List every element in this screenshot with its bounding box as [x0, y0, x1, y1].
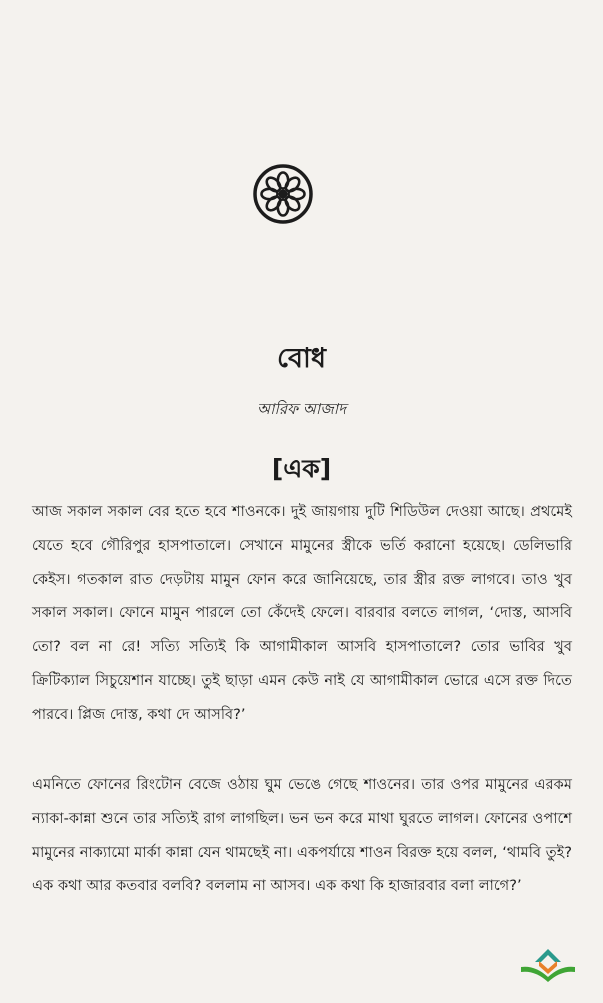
chapter-heading: [এক] [271, 454, 332, 483]
publisher-logo-icon [517, 945, 579, 985]
paragraph-1: আজ সকাল সকাল বের হতে হবে শাওনকে। দুই জায়গায় দুটি শিডিউল দেওয়া আছে। প্রথমেই যেতে হবে গৌরিপুর হাসপাতালে। সেখানে মামুনের স্ত্রীকে ভর্তি করানো হয়েছে। ডেলিভারি কেইস। গতকাল রাত দেড়টায় মামুন ফোন করে জানিয়েছে, তার স্ত্রীর রক্ত লাগবে। তাও খুব সকাল সকাল। ফোনে মামুন পারলে তো কেঁদেই ফেলে। বারবার বলতে লাগল, ‘দোস্ত, আসবি তো? বল না রে! সত্যি সত্যিই কি আগামীকাল আসবি হাসপাতালে? তোর ভাবির খুব ক্রিটিক্যাল সিচুয়েশান যাচ্ছে। তুই ছাড়া এমন কেউ নাই যে আগামীকাল ভোরে এসে রক্ত দিতে পারবে। প্লিজ দোস্ত, কথা দে আসবি?’ [32, 503, 572, 723]
flower-ornament-icon [252, 163, 314, 225]
story-title: বোধ [277, 343, 326, 374]
paragraph-2: এমনিতে ফোনের রিংটোন বেজে ওঠায় ঘুম ভেঙে গেছে শাওনের। তার ওপর মামুনের এরকম ন্যাকা-কান্না শুনে তার সত্যিই রাগ লাগছিল। ভন ভন করে মাথা ঘুরতে লাগল। ফোনের ওপাশে মামুনের নাক্যামো মার্কা কান্না যেন থামছেই না। একপর্যায়ে শাওন বিরক্ত হয়ে বলল, ‘থামবি তুই? এক কথা আর কতবার বলবি? বললাম না আসব। এক কথা কি হাজারবার বলা লাগে?’ [32, 776, 572, 895]
author-name: আরিফ আজাদ [257, 400, 346, 418]
